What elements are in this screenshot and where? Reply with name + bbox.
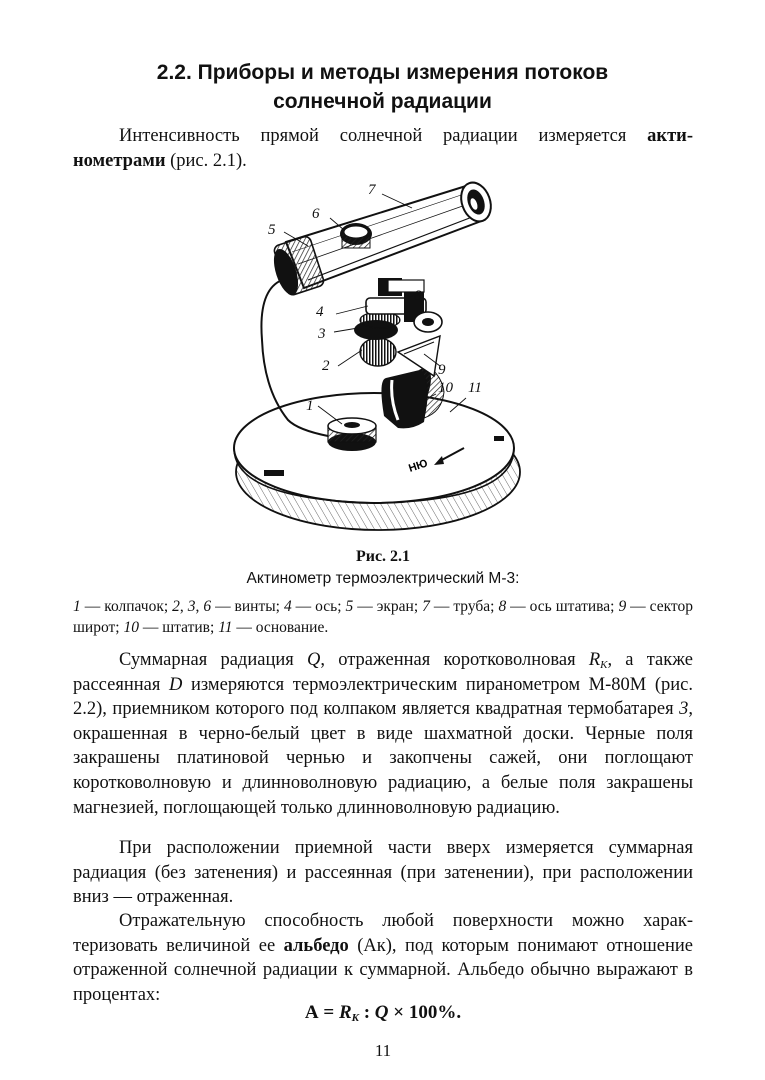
- callout-3: 3: [318, 326, 326, 342]
- heading-line-1: 2.2. Приборы и методы измерения потоков: [156, 61, 609, 84]
- figure-legend: 1 — колпачок; 2, 3, 6 — винты; 4 — ось; 5 — экран; 7 — труба; 8 — ось штатива; 9 — сектор широт; 10 — штатив; 11 — основание.: [73, 598, 693, 636]
- callout-11: 11: [468, 380, 482, 396]
- paragraph-albedo: Отражательную способность любой поверхности можно характеризовать величиной ее альбедо (Ак), под которым понимают отношение отраженной солнечной радиации к суммарной. Альбедо обычно выражают в процентах:: [73, 911, 693, 1005]
- term-actinometers: актинометрами: [73, 126, 693, 171]
- callout-8: 8: [414, 288, 422, 304]
- gear-screw-2: [360, 338, 396, 366]
- p1-text: Интенсивность прямой солнечной радиации измеряется: [119, 126, 648, 146]
- figure-title: Рис. 2.1: [355, 548, 411, 565]
- figure-actinometer-illustration: [228, 180, 528, 546]
- paragraph-position: При расположении приемной части вверх измеряется суммарная радиация (без затенения) и рассеянная (при затенении), при расположении вниз — отраженная.: [73, 838, 693, 908]
- section-heading: [70, 58, 695, 116]
- callout-2: 2: [322, 358, 330, 374]
- callout-4: 4: [316, 304, 324, 320]
- base-marking: НЮ: [407, 457, 430, 475]
- paragraph-pyranometer: Суммарная радиация Q, отраженная коротковолновая $R_K$, а также рассеянная D измеряются термоэлектрическим пиранометром М-80М (рис. 2.2), приемником которого под колпаком является квадратная термобатарея 3, окрашенная в черно-белый цвет в виде шахматной доски. Черные поля закрашены платиновой чернью и закопчены сажей, они поглощают коротковолновую и длинноволновую радиацию, а белые поля закрашены магнезией, поглощающей только длинноволновую радиацию.: [73, 650, 693, 818]
- heading-line-2: солнечной радиации: [273, 90, 492, 113]
- callout-10: 10: [438, 380, 453, 396]
- base-slot-left: [264, 470, 284, 476]
- callout-1: 1: [306, 398, 314, 414]
- callout-5: 5: [268, 222, 276, 238]
- paragraph-actinometers: [73, 124, 693, 173]
- page-number: 11: [374, 1041, 392, 1060]
- callout-9: 9: [438, 362, 446, 378]
- base-plate: [234, 393, 514, 503]
- stand: [381, 368, 431, 428]
- term-albedo: альбедо: [283, 935, 349, 956]
- base-slot-right: [494, 436, 504, 441]
- callout-7: 7: [368, 182, 376, 198]
- p1-ref: (рис. 2.1).: [165, 150, 247, 171]
- callout-6: 6: [312, 206, 320, 222]
- figure-subtitle: Актинометр термоэлектрический М-3:: [246, 570, 520, 587]
- albedo-formula: $А = R_K$ : Q × 100%.: [304, 1002, 462, 1024]
